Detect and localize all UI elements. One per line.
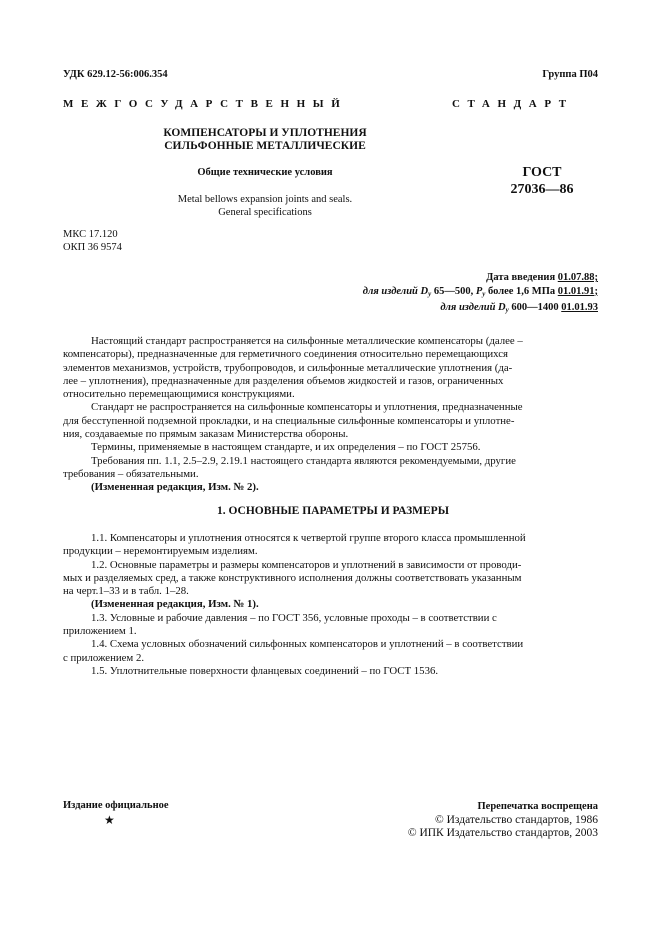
- standard-kind-right: СТАНДАРТ: [452, 98, 574, 110]
- english-title-line-1: Metal bellows expansion joints and seals.: [177, 194, 353, 205]
- date-line-2: для изделий $D_у$ 65—500, $Р_у$ более 1,6 МПа 01.01.91;: [362, 285, 598, 298]
- copyright-1986: © Издательство стандартов, 1986: [434, 813, 598, 826]
- title-line-1: КОМПЕНСАТОРЫ И УПЛОТНЕНИЯ: [163, 127, 367, 139]
- star-icon: ★: [104, 813, 115, 827]
- gost-number: 27036—86: [510, 182, 574, 197]
- intro-text: Настоящий стандарт распространяется на сильфонные металлические компенсаторы (далее – компенсаторы), предназначенные для герметичного соединения относительно перемещающихся элементов механизмов, устройств, трубопроводов, и сильфонные металлические уплотнения (да- лее – уплотнения), предназначенные для разделения объемов жидкостей и газов, ограниченных относительно перемещающимися конструкциями. Стандарт не распространяется на сильфонные компенсаторы и уплотнения, предназначенные для бесступенной подземной прокладки, и на специальные сильфонные компенсаторы и уплотне- ния, создаваемые по прямым заказам Министерства обороны. Термины, применяемые в настоящем стандарте, и их определения – по ГОСТ 25756. Требования пп. 1.1, 2.5–2.9, 2.19.1 настоящего стандарта являются рекомендуемыми, другие требования – обязательными. (Измененная редакция, Изм. № 2).: [63, 335, 603, 495]
- classification-codes: [63, 229, 122, 254]
- standard-kind-left: МЕЖГОСУДАРСТВЕННЫЙ: [63, 98, 348, 110]
- reprint-prohibited: Перепечатка воспрещена: [477, 801, 598, 812]
- okp-code: ОКП 36 9574: [63, 241, 122, 253]
- gost-label: ГОСТ: [522, 165, 562, 180]
- intro-date-value: 01.07.88;: [557, 272, 598, 283]
- english-title: [120, 193, 410, 219]
- copyright-block: [408, 800, 598, 841]
- standard-subtitle: Общие технические условия: [197, 167, 333, 178]
- group-code: Группа П04: [542, 69, 598, 80]
- date-value-3: 01.01.93: [561, 302, 598, 313]
- intro-date-line: [363, 271, 598, 285]
- intro-date-label: Дата введения: [486, 272, 556, 283]
- section-1-text: 1.1. Компенсаторы и уплотнения относятся к четвертой группе второго класса промышленной продукции – неремонтируемым изделиям. 1.2. Основные параметры и размеры компенсаторов и уплотнений в зависимости от проводи- мых и разделяемых сред, а также конструктивного исполнения должны соответствовать указанным на черт.1–33 и в табл. 1–28. (Измененная редакция, Изм. № 1). 1.3. Условные и рабочие давления – по ГОСТ 356, условные проходы – в соответствии с приложением 1. 1.4. Схема условных обозначений сильфонных компенсаторов и уплотнений – в соответствии с приложением 2. 1.5. Уплотнительные поверхности фланцевых соединений – по ГОСТ 1536.: [63, 532, 603, 678]
- copyright-2003: © ИПК Издательство стандартов, 2003: [407, 827, 598, 839]
- section-1-revision-note: (Измененная редакция, Изм. № 1).: [91, 598, 259, 611]
- gost-designation: [497, 164, 587, 198]
- official-edition-label: Издание официальное: [63, 800, 169, 811]
- intro-revision-note: (Измененная редакция, Изм. № 2).: [91, 481, 259, 494]
- udk-code: УДК 629.12-56:006.354: [63, 69, 168, 80]
- english-title-line-2: General specifications: [218, 207, 312, 218]
- title-line-2: СИЛЬФОННЫЕ МЕТАЛЛИЧЕСКИЕ: [164, 140, 366, 152]
- mks-code: МКС 17.120: [63, 229, 118, 240]
- section-1-heading: 1. ОСНОВНЫЕ ПАРАМЕТРЫ И РАЗМЕРЫ: [216, 505, 450, 517]
- date-line-3: для изделий $D_у$ 600—1400 01.01.93: [440, 302, 598, 314]
- standard-title: [120, 127, 410, 153]
- introduction-dates: [363, 271, 598, 318]
- date-value-2: 01.01.91;: [557, 285, 598, 297]
